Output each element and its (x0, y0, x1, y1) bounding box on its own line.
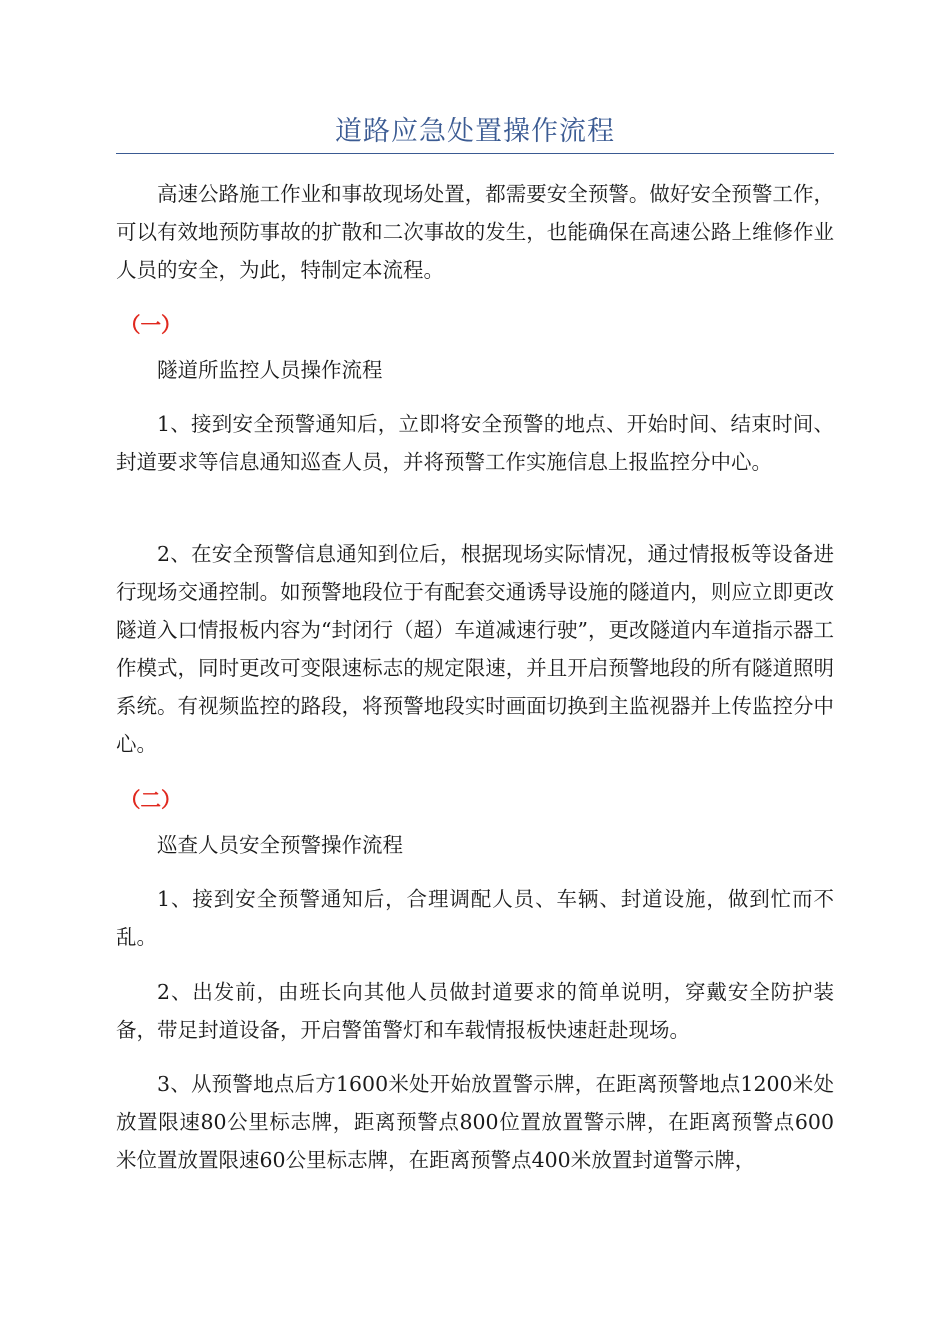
section-2-heading: （二） (120, 788, 182, 812)
document-title: 道路应急处置操作流程 (335, 116, 615, 147)
section-1-subtitle: 隧道所监控人员操作流程 (157, 358, 383, 382)
title-underline (116, 153, 834, 154)
section-2-item-1: 1、接到安全预警通知后，合理调配人员、车辆、封道设施，做到忙而不乱。 (116, 887, 834, 949)
section-1-heading: （一） (120, 313, 182, 337)
intro-paragraph: 高速公路施工作业和事故现场处置，都需要安全预警。做好安全预警工作，可以有效地预防事故的扩散和二次事故的发生，也能确保在高速公路上维修作业人员的安全，为此，特制定本流程。 (116, 182, 834, 282)
section-2-item-3: 3、从预警地点后方1600米处开始放置警示牌，在距离预警地点1200米处放置限速80公里标志牌，距离预警点800位置放置警示牌，在距离预警点600米位置放置限速60公里标志牌，在距离预警点400米放置封道警示牌， (116, 1072, 834, 1172)
section-1-item-1: 1、接到安全预警通知后，立即将安全预警的地点、开始时间、结束时间、封道要求等信息通知巡查人员，并将预警工作实施信息上报监控分中心。 (116, 412, 834, 474)
section-2-subtitle: 巡查人员安全预警操作流程 (157, 833, 403, 857)
section-1-item-2: 2、在安全预警信息通知到位后，根据现场实际情况，通过情报板等设备进行现场交通控制。如预警地段位于有配套交通诱导设施的隧道内，则应立即更改隧道入口情报板内容为“封闭行（超）车道减速行驶”，更改隧道内车道指示器工作模式，同时更改可变限速标志的规定限速，并且开启预警地段的所有隧道照明系统。有视频监控的路段，将预警地段实时画面切换到主监视器并上传监控分中心。 (116, 542, 834, 756)
section-2-item-2: 2、出发前，由班长向其他人员做封道要求的简单说明，穿戴安全防护装备，带足封道设备，开启警笛警灯和车载情报板快速赶赴现场。 (116, 980, 834, 1042)
